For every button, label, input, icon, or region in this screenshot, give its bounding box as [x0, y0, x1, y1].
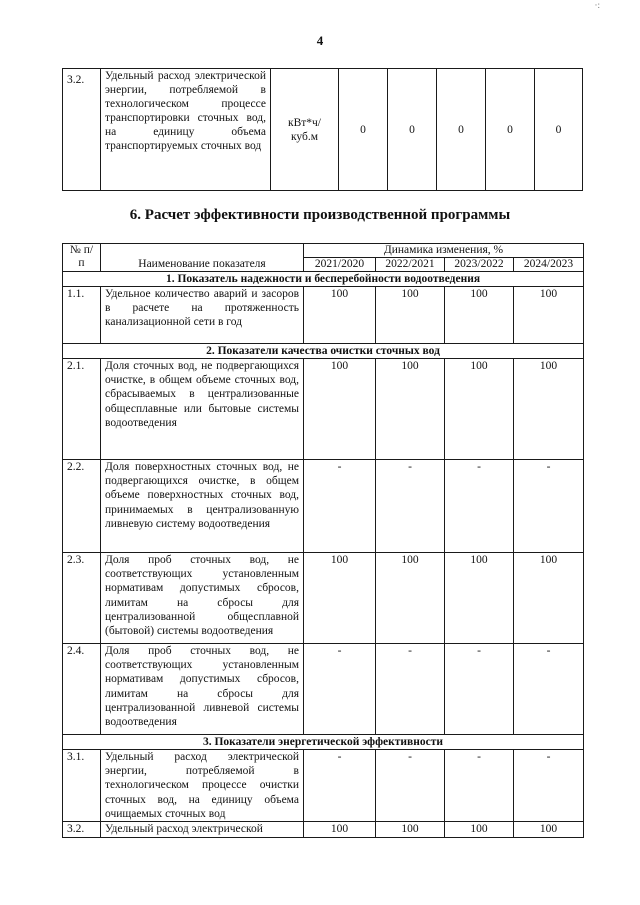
value-cell: 100	[304, 359, 376, 460]
row-number: 2.2.	[63, 460, 101, 553]
table-row	[63, 460, 584, 553]
row-number: 1.1.	[63, 287, 101, 344]
indicator-name: Доля сточных вод, не подвергающихся очистке, в общем объеме сточных вод, сбрасываемых в централизованные общесплавные или бытовые системы водоотведения	[101, 359, 304, 460]
value-cell: 100	[514, 822, 584, 838]
section-row	[63, 344, 584, 359]
value-cell: 100	[304, 287, 376, 344]
header-row	[63, 244, 584, 258]
corner-mark: ·:	[594, 0, 600, 10]
value-cell: 100	[445, 822, 514, 838]
value-cell: 100	[304, 553, 376, 644]
table-row	[63, 69, 583, 191]
table-row	[63, 822, 584, 838]
value-cell: 0	[437, 69, 486, 191]
value-cell: -	[445, 644, 514, 735]
indicator-name: Удельный расход электрической	[101, 822, 304, 838]
indicator-name: Удельный расход электрической энергии, потребляемой в технологическом процессе транспортировки сточных вод, на единицу объема транспортируемых сточных вод	[101, 69, 271, 191]
value-cell: 100	[376, 287, 445, 344]
indicator-name: Доля проб сточных вод, не соответствующих установленным нормативам допустимых сбросов, лимитам на сбросы для централизованной ливневой системы водоотведения	[101, 644, 304, 735]
header-num: № п/п	[63, 244, 101, 272]
header-dynamics: Динамика изменения, %	[304, 244, 584, 258]
row-number: 2.1.	[63, 359, 101, 460]
table-row	[63, 644, 584, 735]
value-cell: -	[304, 750, 376, 822]
row-number: 3.2.	[63, 69, 101, 191]
value-cell: -	[376, 460, 445, 553]
value-cell: 100	[376, 553, 445, 644]
section-heading: 2. Показатели качества очистки сточных вод	[63, 344, 584, 359]
value-cell: 100	[376, 822, 445, 838]
value-cell: -	[376, 644, 445, 735]
header-year: 2022/2021	[376, 258, 445, 272]
indicator-name: Доля поверхностных сточных вод, не подвергающихся очистке, в общем объеме поверхностных сточных вод, принимаемых в централизованную ливневую систему водоотведения	[101, 460, 304, 553]
value-cell: 100	[514, 553, 584, 644]
value-cell: -	[304, 644, 376, 735]
value-cell: 100	[445, 553, 514, 644]
efficiency-table	[62, 243, 584, 838]
row-number: 2.4.	[63, 644, 101, 735]
value-cell: 100	[445, 287, 514, 344]
value-cell: 100	[376, 359, 445, 460]
indicator-name: Удельный расход электрической энергии, потребляемой в технологическом процессе очистки сточных вод, на единицу объема очищаемых сточных вод	[101, 750, 304, 822]
header-name: Наименование показателя	[101, 244, 304, 272]
header-year: 2021/2020	[304, 258, 376, 272]
value-cell: -	[445, 750, 514, 822]
value-cell: 100	[514, 287, 584, 344]
value-cell: 100	[304, 822, 376, 838]
section-heading: 1. Показатель надежности и бесперебойности водоотведения	[63, 272, 584, 287]
row-number: 3.1.	[63, 750, 101, 822]
value-cell: -	[304, 460, 376, 553]
table-row	[63, 287, 584, 344]
section-row	[63, 272, 584, 287]
section-row	[63, 735, 584, 750]
value-cell: 0	[486, 69, 535, 191]
indicator-name: Удельное количество аварий и засоров в расчете на протяженность канализационной сети в год	[101, 287, 304, 344]
table-row	[63, 359, 584, 460]
row-number: 3.2.	[63, 822, 101, 838]
continuation-table	[62, 68, 583, 191]
unit-cell: кВт*ч/ куб.м	[271, 69, 339, 191]
table-row	[63, 750, 584, 822]
value-cell: -	[445, 460, 514, 553]
header-year: 2024/2023	[514, 258, 584, 272]
value-cell: 0	[388, 69, 437, 191]
value-cell: 0	[339, 69, 388, 191]
page-number: 4	[316, 33, 324, 48]
value-cell: 100	[445, 359, 514, 460]
section-title: 6. Расчет эффективности производственной программы	[129, 207, 511, 223]
value-cell: 100	[514, 359, 584, 460]
header-year: 2023/2022	[445, 258, 514, 272]
value-cell: 0	[535, 69, 583, 191]
value-cell: -	[376, 750, 445, 822]
indicator-name: Доля проб сточных вод, не соответствующих установленным нормативам допустимых сбросов, лимитам на сбросы для централизованной общесплавной (бытовой) системы водоотведения	[101, 553, 304, 644]
value-cell: -	[514, 460, 584, 553]
value-cell: -	[514, 750, 584, 822]
section-heading: 3. Показатели энергетической эффективности	[63, 735, 584, 750]
table-row	[63, 553, 584, 644]
value-cell: -	[514, 644, 584, 735]
row-number: 2.3.	[63, 553, 101, 644]
